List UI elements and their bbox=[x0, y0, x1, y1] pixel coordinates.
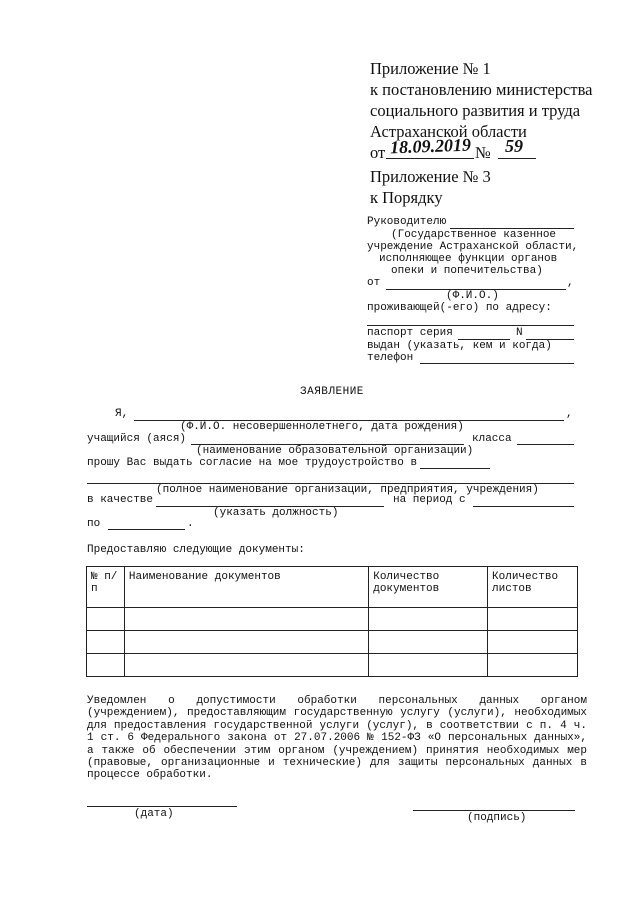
org-line-1 bbox=[420, 468, 490, 469]
appendix1-line: к постановлению министерства bbox=[370, 80, 593, 99]
student-label: учащийся (аяся) bbox=[87, 433, 187, 445]
school-hint: (наименование образовательной организации) bbox=[196, 445, 474, 457]
org-line: опеки и попечительства) bbox=[391, 265, 543, 277]
signature-line bbox=[413, 810, 575, 811]
number-sign: № bbox=[475, 143, 491, 162]
appendix3-title: Приложение № 3 bbox=[370, 167, 491, 186]
to-label: по bbox=[87, 518, 101, 530]
org-line: (Государственное казенное bbox=[391, 229, 557, 241]
position-hint: (указать должность) bbox=[213, 507, 339, 519]
request-text: прошу Вас выдать согласие на мое трудоустройство в bbox=[87, 457, 418, 469]
from-comma: , bbox=[567, 277, 574, 289]
appendix1-line: Астраханской области bbox=[370, 122, 527, 141]
appendix1-title: Приложение № 1 bbox=[370, 59, 491, 78]
fio-hint: (Ф.И.О.) bbox=[446, 290, 499, 302]
address-line bbox=[367, 325, 574, 326]
as-label: в качестве bbox=[87, 494, 154, 506]
i-comma: , bbox=[566, 408, 573, 420]
table-row bbox=[87, 608, 578, 631]
org-line: исполняющее функции органов bbox=[379, 253, 558, 265]
table-row bbox=[87, 654, 578, 677]
number-handwritten: 59 bbox=[505, 136, 523, 156]
org-hint: (полное наименование организации, предприятия, учреждения) bbox=[156, 484, 539, 496]
number-line bbox=[498, 158, 536, 159]
table-cell[interactable] bbox=[124, 608, 368, 631]
docs-intro: Предоставляю следующие документы: bbox=[87, 544, 305, 556]
head-label: Руководителю bbox=[367, 216, 447, 228]
table-cell[interactable] bbox=[87, 654, 125, 677]
date-handwritten: 18.09.2019 bbox=[389, 134, 472, 158]
period-from-line bbox=[473, 506, 574, 507]
period-to-line bbox=[108, 529, 185, 530]
table-cell[interactable] bbox=[369, 631, 488, 654]
applicant-hint: (Ф.И.О. несовершеннолетнего, дата рождения) bbox=[180, 421, 464, 433]
table-cell[interactable] bbox=[124, 631, 368, 654]
appendix3-sub: к Порядку bbox=[370, 188, 443, 207]
table-cell[interactable] bbox=[488, 608, 578, 631]
passport-label: паспорт серия bbox=[367, 327, 453, 339]
header-doc-name: Наименование документов bbox=[124, 567, 368, 608]
table-cell[interactable] bbox=[488, 631, 578, 654]
consent-paragraph: Уведомлен о допустимости обработки персональных данных органом (учреждением), предоставляющим государственную услугу (услуги), необходимых для предоставления государственной услуги (услуг), в соответствии с п. 4 ч. 1 ст. 6 Федерального закона от 27.07.2006 № 152-ФЗ «О персональных данных», а также об обеспечении этим органом (учреждением) принятия необходимых мер (правовые, организационные и технические) для защиты персональных данных в процессе обработки. bbox=[87, 695, 587, 782]
table-cell[interactable] bbox=[369, 654, 488, 677]
document-title: ЗАЯВЛЕНИЕ bbox=[300, 386, 364, 398]
to-dot: . bbox=[187, 518, 194, 530]
table-cell[interactable] bbox=[124, 654, 368, 677]
table-cell[interactable] bbox=[488, 654, 578, 677]
date-sign-line bbox=[87, 806, 237, 807]
signature-hint: (подпись) bbox=[467, 812, 527, 824]
passport-no-label: N bbox=[516, 327, 523, 339]
phone-line bbox=[420, 363, 574, 364]
i-label: Я, bbox=[115, 408, 129, 420]
from-label: от bbox=[367, 277, 381, 289]
table-cell[interactable] bbox=[369, 608, 488, 631]
table-cell[interactable] bbox=[87, 631, 125, 654]
date-prefix: от bbox=[370, 143, 386, 162]
issued-label: выдан (указать, кем и когда) bbox=[367, 340, 552, 352]
appendix1-line: социального развития и труда bbox=[370, 101, 581, 120]
table-header-row bbox=[87, 567, 578, 608]
date-line bbox=[386, 158, 474, 159]
header-number: № п/п bbox=[87, 567, 125, 608]
table-row bbox=[87, 631, 578, 654]
header-doc-count: Количество документов bbox=[369, 567, 488, 608]
header-page-count: Количество листов bbox=[488, 567, 578, 608]
address-label: проживающей(-его) по адресу: bbox=[367, 302, 552, 314]
org-line: учреждение Астраханской области, bbox=[367, 241, 579, 253]
table-cell[interactable] bbox=[87, 608, 125, 631]
class-label: класса bbox=[472, 433, 512, 445]
date-hint: (дата) bbox=[134, 808, 174, 820]
class-line bbox=[517, 444, 574, 445]
documents-table bbox=[86, 566, 578, 677]
phone-label: телефон bbox=[367, 352, 414, 364]
period-label: на период с bbox=[393, 494, 466, 506]
